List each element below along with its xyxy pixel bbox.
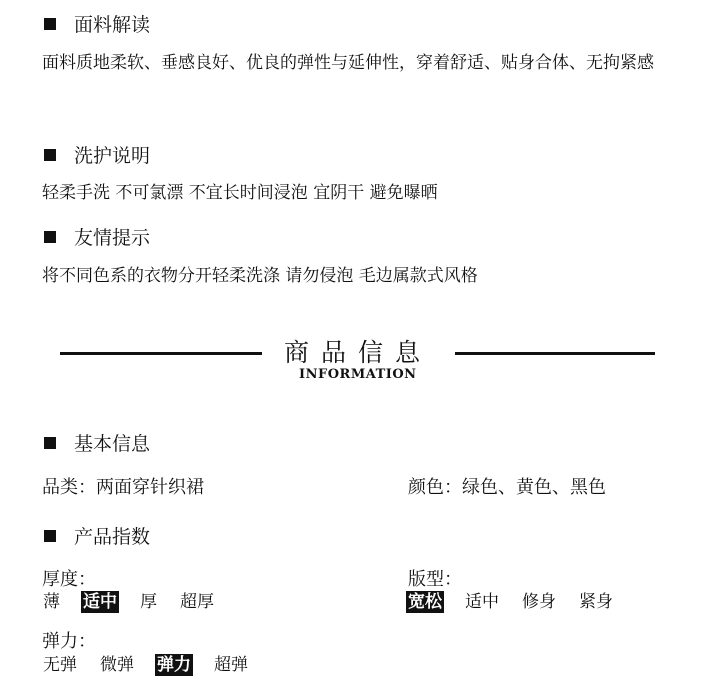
- option-item: 厚: [140, 592, 157, 612]
- bullet-square-icon: [44, 530, 56, 542]
- care-heading: [44, 141, 150, 168]
- fit-label: 版型：: [408, 569, 462, 590]
- bullet-square-icon: [44, 149, 56, 161]
- option-item: 超厚: [180, 592, 214, 612]
- option-item: 适中: [465, 592, 499, 612]
- care-instructions: 轻柔手洗 不可氯漂 不宜长时间浸泡 宜阴干 避免曝晒: [42, 183, 438, 203]
- option-item: 微弹: [100, 655, 134, 675]
- option-selected: 宽松: [408, 592, 442, 612]
- care-heading-label: 洗护说明: [74, 145, 151, 167]
- info-subtitle: INFORMATION: [299, 367, 417, 382]
- option-item: 无弹: [43, 655, 77, 675]
- elasticity-label: 弹力：: [42, 631, 96, 652]
- option-item: 薄: [43, 592, 60, 612]
- option-selected: 弹力: [157, 655, 191, 675]
- basic-heading-label: 基本信息: [74, 433, 151, 455]
- divider-left: [60, 352, 262, 355]
- index-heading-label: 产品指数: [74, 526, 151, 548]
- info-title: 商品信息: [284, 338, 433, 367]
- basic-heading: [44, 429, 150, 456]
- elasticity-options: [41, 654, 269, 676]
- index-heading: [44, 522, 150, 549]
- bullet-square-icon: [44, 437, 56, 449]
- fabric-heading: [44, 10, 150, 37]
- divider-right: [455, 352, 655, 355]
- fabric-description: 面料质地柔软、垂感良好、优良的弹性与延伸性，穿着舒适、贴身合体、无拘紧感: [42, 53, 654, 73]
- bullet-square-icon: [44, 18, 56, 30]
- option-selected: 适中: [83, 592, 117, 612]
- tips-heading: [44, 223, 150, 250]
- fit-options: [406, 591, 634, 613]
- category-text: 品类：两面穿针织裙: [42, 477, 204, 498]
- option-item: 超弹: [214, 655, 248, 675]
- thickness-options: [41, 591, 235, 613]
- thickness-label: 厚度：: [42, 569, 96, 590]
- color-text: 颜色：绿色、黄色、黑色: [408, 477, 606, 498]
- tips-heading-label: 友情提示: [74, 227, 151, 249]
- fabric-heading-label: 面料解读: [74, 14, 151, 36]
- tips-text: 将不同色系的衣物分开轻柔洗涤 请勿侵泡 毛边属款式风格: [42, 266, 478, 286]
- bullet-square-icon: [44, 231, 56, 243]
- option-item: 修身: [522, 592, 556, 612]
- option-item: 紧身: [579, 592, 613, 612]
